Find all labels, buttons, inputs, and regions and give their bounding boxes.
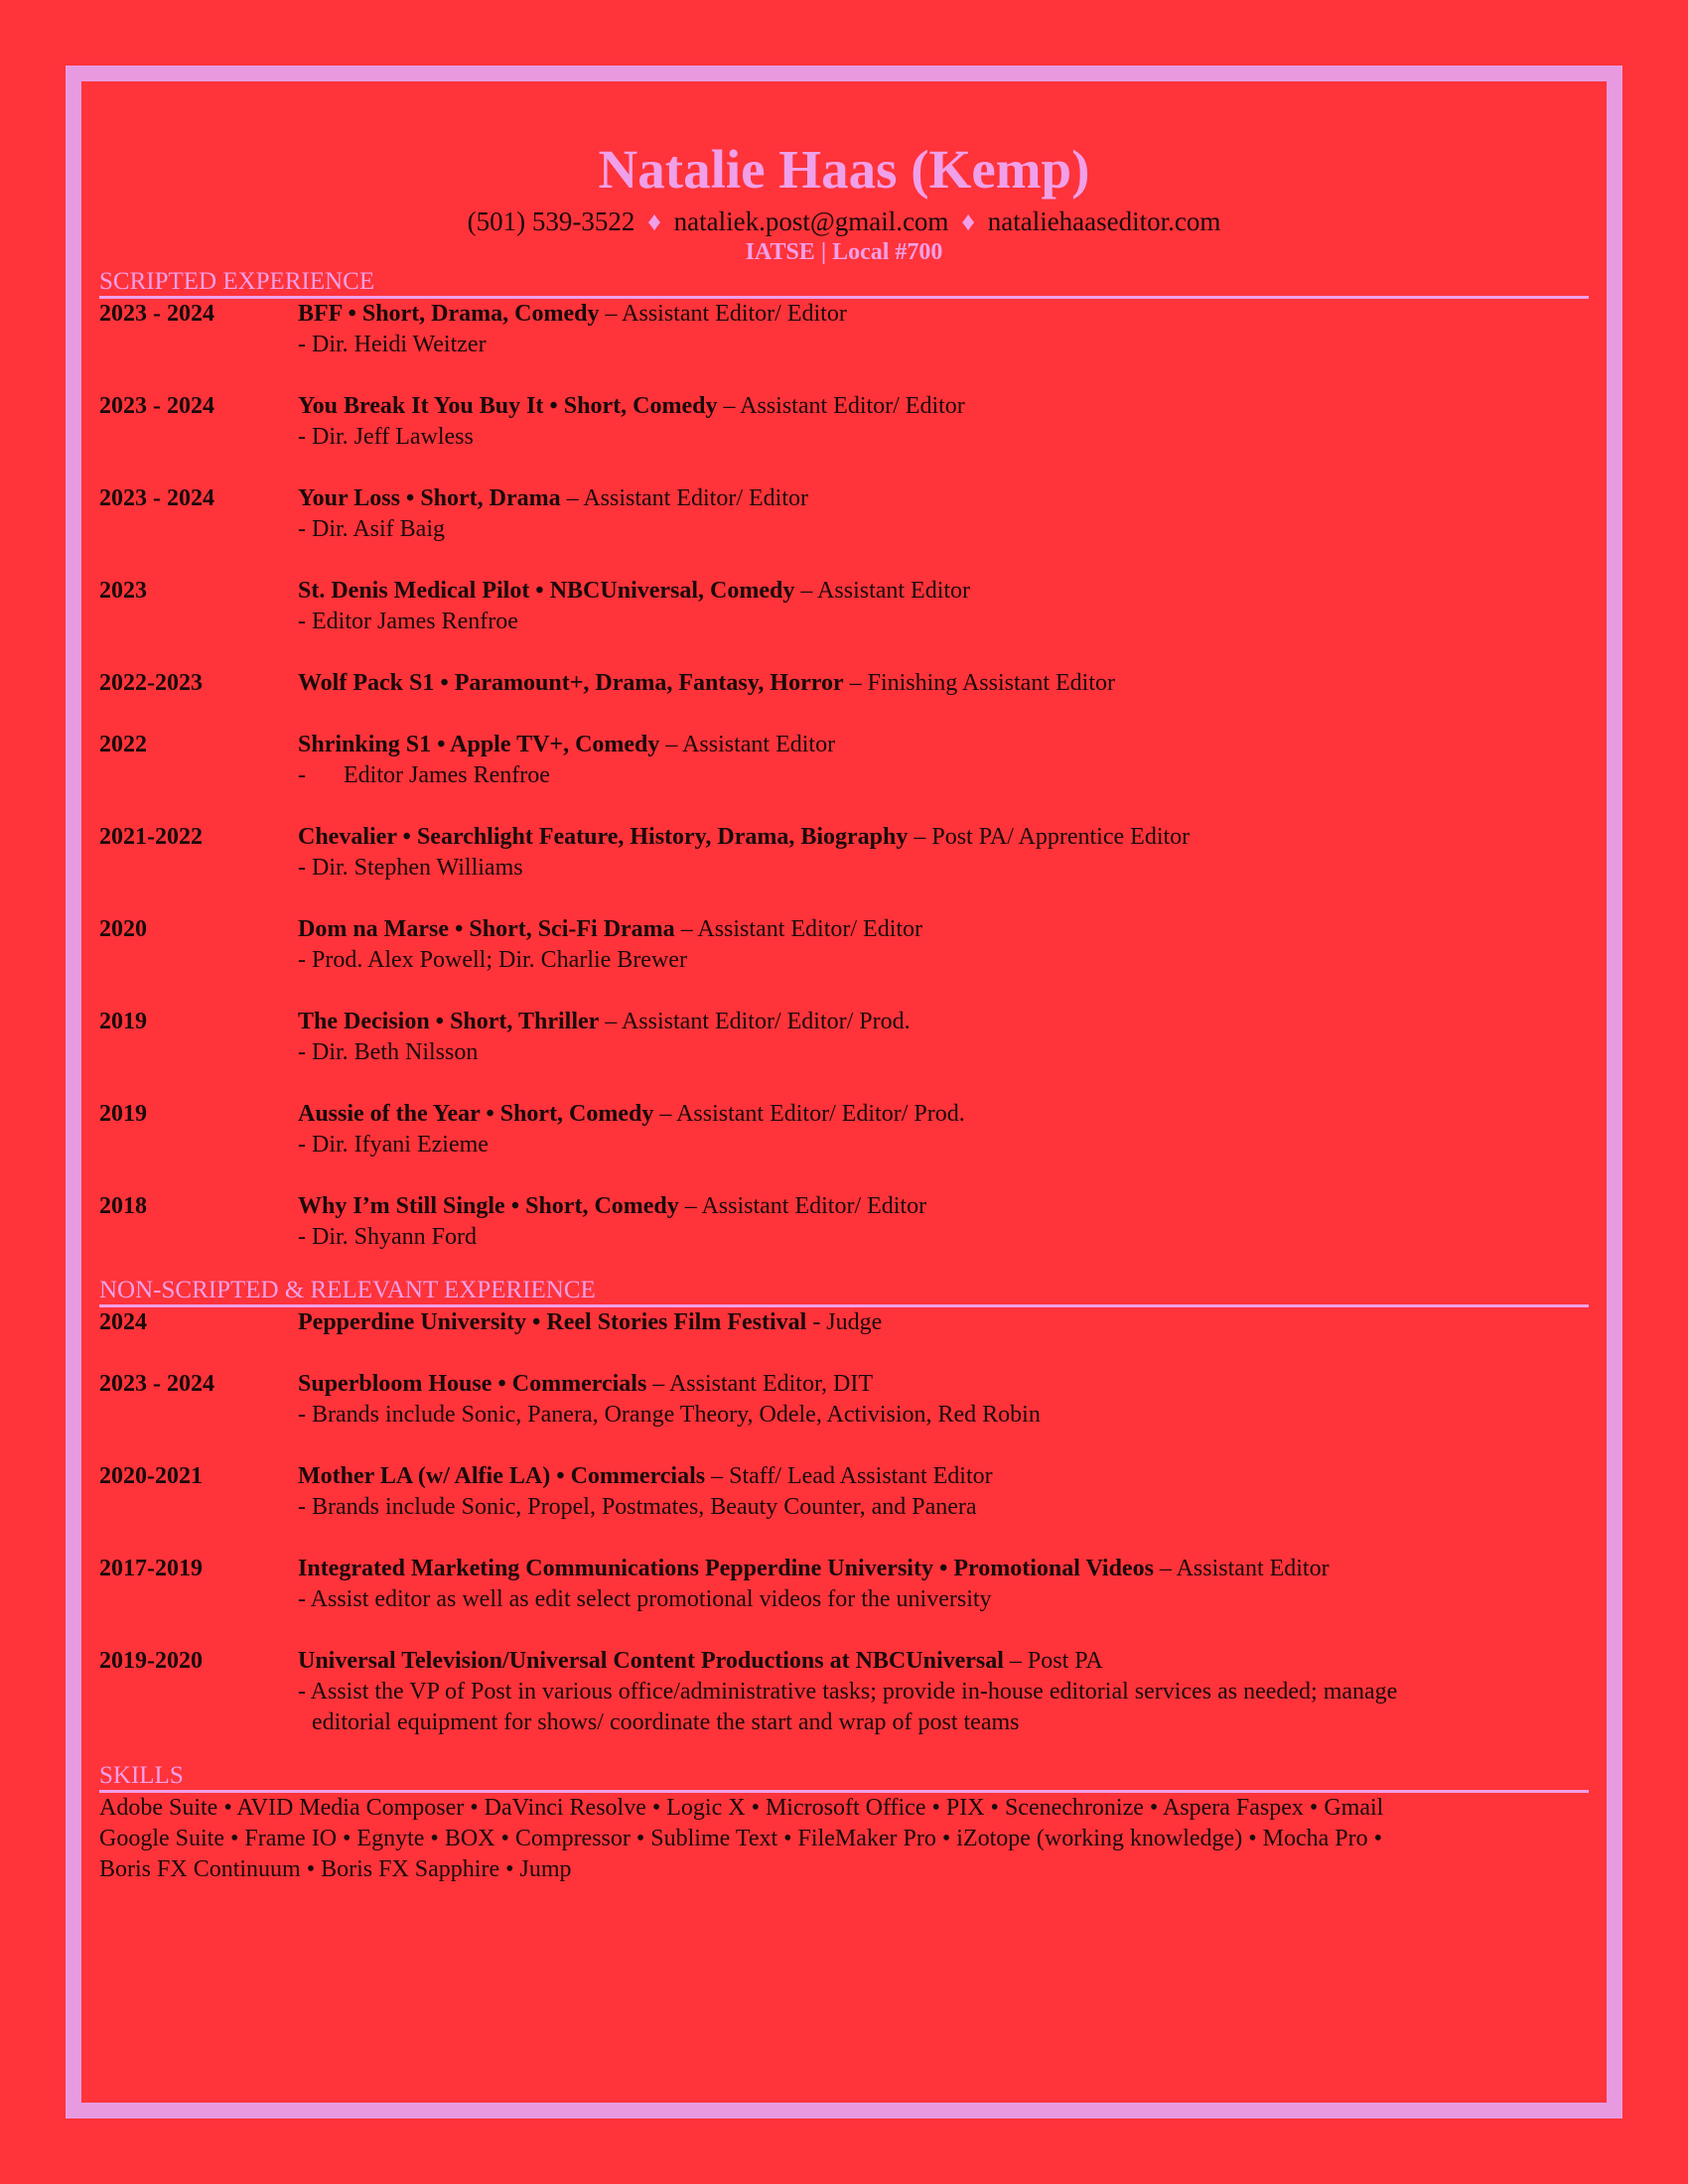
entry-role: – Assistant Editor bbox=[794, 578, 971, 604]
entry-body bbox=[298, 1191, 1589, 1253]
entry-role: – Assistant Editor bbox=[1153, 1556, 1330, 1581]
entry-role: – Finishing Assistant Editor bbox=[843, 670, 1115, 696]
entry-body bbox=[298, 1099, 1589, 1160]
entry-note: - Dir. Ifyani Ezieme bbox=[298, 1132, 489, 1158]
entry-note-text: Editor James Renfroe bbox=[344, 762, 550, 788]
entry-title: Universal Television/Universal Content Productions at NBCUniversal bbox=[298, 1648, 1004, 1674]
entry-note: editorial equipment for shows/ coordinate the start and wrap of post teams bbox=[312, 1709, 1020, 1735]
entry-title: St. Denis Medical Pilot • NBCUniversal, Comedy bbox=[298, 578, 795, 604]
entry-note: - Editor James Renfroe bbox=[298, 609, 518, 634]
nonscripted-list bbox=[99, 1307, 1589, 1738]
entry-year: 2022 bbox=[99, 732, 147, 757]
entry-role: – Assistant Editor/ Editor bbox=[678, 1193, 927, 1219]
entry-role: – Assistant Editor bbox=[659, 732, 836, 757]
entry-title: Why I’m Still Single • Short, Comedy bbox=[298, 1193, 679, 1219]
entry-note: - Dir. Jeff Lawless bbox=[298, 424, 474, 450]
entry-year: 2023 - 2024 bbox=[99, 393, 214, 419]
entry-year: 2018 bbox=[99, 1193, 147, 1219]
entry-year: 2020-2021 bbox=[99, 1463, 203, 1489]
entry-note: - Dir. Heidi Weitzer bbox=[298, 332, 487, 357]
entry-note: - Dir. Asif Baig bbox=[298, 516, 445, 542]
entry-year: 2017-2019 bbox=[99, 1556, 203, 1581]
entry-body bbox=[298, 914, 1589, 976]
entry-body bbox=[298, 822, 1589, 884]
entry-title: The Decision • Short, Thriller bbox=[298, 1009, 600, 1034]
skills-line: Google Suite • Frame IO • Egnyte • BOX • Compressor • Sublime Text • FileMaker Pro • iZotope (working knowledge) • Mocha Pro • bbox=[99, 1826, 1382, 1851]
phone: (501) 539-3522 bbox=[467, 206, 635, 236]
entry-year: 2021-2022 bbox=[99, 824, 203, 850]
entry-note: - Assist the VP of Post in various office/administrative tasks; provide in-house editorial services as needed; manage bbox=[298, 1679, 1398, 1705]
resume bbox=[99, 139, 1589, 1885]
entry-year: 2023 - 2024 bbox=[99, 1371, 214, 1397]
contact-line bbox=[99, 205, 1589, 238]
entry-year: 2022-2023 bbox=[99, 670, 203, 696]
entry-year: 2019-2020 bbox=[99, 1648, 203, 1674]
entry-role: – Assistant Editor/ Editor bbox=[717, 393, 965, 419]
skills-line: Boris FX Continuum • Boris FX Sapphire • Jump bbox=[99, 1856, 572, 1882]
email-link[interactable]: nataliek.post@gmail.com bbox=[673, 206, 949, 236]
entry-note: - Assist editor as well as edit select promotional videos for the university bbox=[298, 1586, 992, 1612]
entry-role: – Post PA/ Apprentice Editor bbox=[908, 824, 1191, 850]
diamond-icon: ♦ bbox=[961, 206, 975, 236]
entry-title: Shrinking S1 • Apple TV+, Comedy bbox=[298, 732, 660, 757]
entry-year: 2019 bbox=[99, 1009, 147, 1034]
entry-title: BFF • Short, Drama, Comedy bbox=[298, 301, 600, 327]
entry-note: - Dir. Shyann Ford bbox=[298, 1224, 477, 1250]
section-heading-skills: SKILLS bbox=[99, 1762, 1589, 1793]
entry-title: You Break It You Buy It • Short, Comedy bbox=[298, 393, 718, 419]
entry-title: Dom na Marse • Short, Sci-Fi Drama bbox=[298, 916, 675, 942]
entry-note: - Dir. Beth Nilsson bbox=[298, 1039, 479, 1065]
entry-body bbox=[298, 299, 1589, 360]
entry-body bbox=[298, 1307, 1589, 1338]
entry-body bbox=[298, 1461, 1589, 1523]
entry-body bbox=[298, 1646, 1589, 1738]
experience-entry bbox=[99, 576, 1589, 637]
section-heading-nonscripted: NON-SCRIPTED & RELEVANT EXPERIENCE bbox=[99, 1277, 1589, 1307]
experience-entry bbox=[99, 1554, 1589, 1615]
entry-body bbox=[298, 668, 1589, 699]
entry-role: – Assistant Editor/ Editor bbox=[674, 916, 923, 942]
entry-title: Wolf Pack S1 • Paramount+, Drama, Fantasy, Horror bbox=[298, 670, 844, 696]
skills-line: Adobe Suite • AVID Media Composer • DaVinci Resolve • Logic X • Microsoft Office • PIX • Scenechronize • Aspera Faspex • Gmail bbox=[99, 1795, 1384, 1821]
entry-note: - Brands include Sonic, Propel, Postmates, Beauty Counter, and Panera bbox=[298, 1494, 977, 1520]
entry-year: 2024 bbox=[99, 1309, 147, 1335]
entry-role: – Assistant Editor, DIT bbox=[646, 1371, 873, 1397]
experience-entry bbox=[99, 1646, 1589, 1738]
experience-entry bbox=[99, 1461, 1589, 1523]
entry-role: – Staff/ Lead Assistant Editor bbox=[705, 1463, 993, 1489]
experience-entry bbox=[99, 391, 1589, 453]
entry-role: – Assistant Editor/ Editor bbox=[599, 301, 847, 327]
entry-title: Integrated Marketing Communications Pepperdine University • Promotional Videos bbox=[298, 1556, 1154, 1581]
entry-body bbox=[298, 1554, 1589, 1615]
scripted-list bbox=[99, 299, 1589, 1253]
entry-body bbox=[298, 1007, 1589, 1068]
entry-body bbox=[298, 1369, 1589, 1431]
entry-body bbox=[298, 483, 1589, 545]
entry-year: 2023 bbox=[99, 578, 147, 604]
experience-entry bbox=[99, 1007, 1589, 1068]
experience-entry bbox=[99, 299, 1589, 360]
entry-note: - Prod. Alex Powell; Dir. Charlie Brewer bbox=[298, 947, 687, 973]
entry-role: – Post PA bbox=[1003, 1648, 1103, 1674]
entry-year: 2023 - 2024 bbox=[99, 485, 214, 511]
experience-entry bbox=[99, 483, 1589, 545]
experience-entry bbox=[99, 1191, 1589, 1253]
section-heading-scripted: SCRIPTED EXPERIENCE bbox=[99, 268, 1589, 299]
entry-year: 2020 bbox=[99, 916, 147, 942]
entry-body bbox=[298, 391, 1589, 453]
entry-title: Aussie of the Year • Short, Comedy bbox=[298, 1101, 654, 1127]
entry-title: Pepperdine University • Reel Stories Film Festival bbox=[298, 1309, 807, 1335]
experience-entry bbox=[99, 1369, 1589, 1431]
entry-title: Mother LA (w/ Alfie LA) • Commercials bbox=[298, 1463, 706, 1489]
diamond-icon: ♦ bbox=[647, 206, 661, 236]
entry-title: Chevalier • Searchlight Feature, History, Drama, Biography bbox=[298, 824, 909, 850]
experience-entry bbox=[99, 822, 1589, 884]
skills-list bbox=[99, 1793, 1589, 1885]
entry-body bbox=[298, 730, 1589, 791]
candidate-name: Natalie Haas (Kemp) bbox=[598, 139, 1090, 200]
entry-role: - Judge bbox=[806, 1309, 883, 1335]
experience-entry bbox=[99, 1307, 1589, 1338]
entry-role: – Assistant Editor/ Editor bbox=[560, 485, 808, 511]
experience-entry bbox=[99, 914, 1589, 976]
entry-note: - Dir. Stephen Williams bbox=[298, 855, 523, 881]
entry-year: 2023 - 2024 bbox=[99, 301, 214, 327]
entry-note-dash: - bbox=[298, 762, 306, 788]
union-affiliation: IATSE | Local #700 bbox=[745, 239, 943, 265]
experience-entry bbox=[99, 668, 1589, 699]
entry-role: – Assistant Editor/ Editor/ Prod. bbox=[599, 1009, 911, 1034]
experience-entry bbox=[99, 1099, 1589, 1160]
entry-note: - Brands include Sonic, Panera, Orange Theory, Odele, Activision, Red Robin bbox=[298, 1402, 1041, 1428]
entry-title: Your Loss • Short, Drama bbox=[298, 485, 561, 511]
entry-body bbox=[298, 576, 1589, 637]
entry-title: Superbloom House • Commercials bbox=[298, 1371, 647, 1397]
website-link[interactable]: nataliehaaseditor.com bbox=[987, 206, 1221, 236]
entry-note bbox=[298, 760, 1589, 791]
entry-role: – Assistant Editor/ Editor/ Prod. bbox=[653, 1101, 965, 1127]
experience-entry bbox=[99, 730, 1589, 791]
entry-year: 2019 bbox=[99, 1101, 147, 1127]
